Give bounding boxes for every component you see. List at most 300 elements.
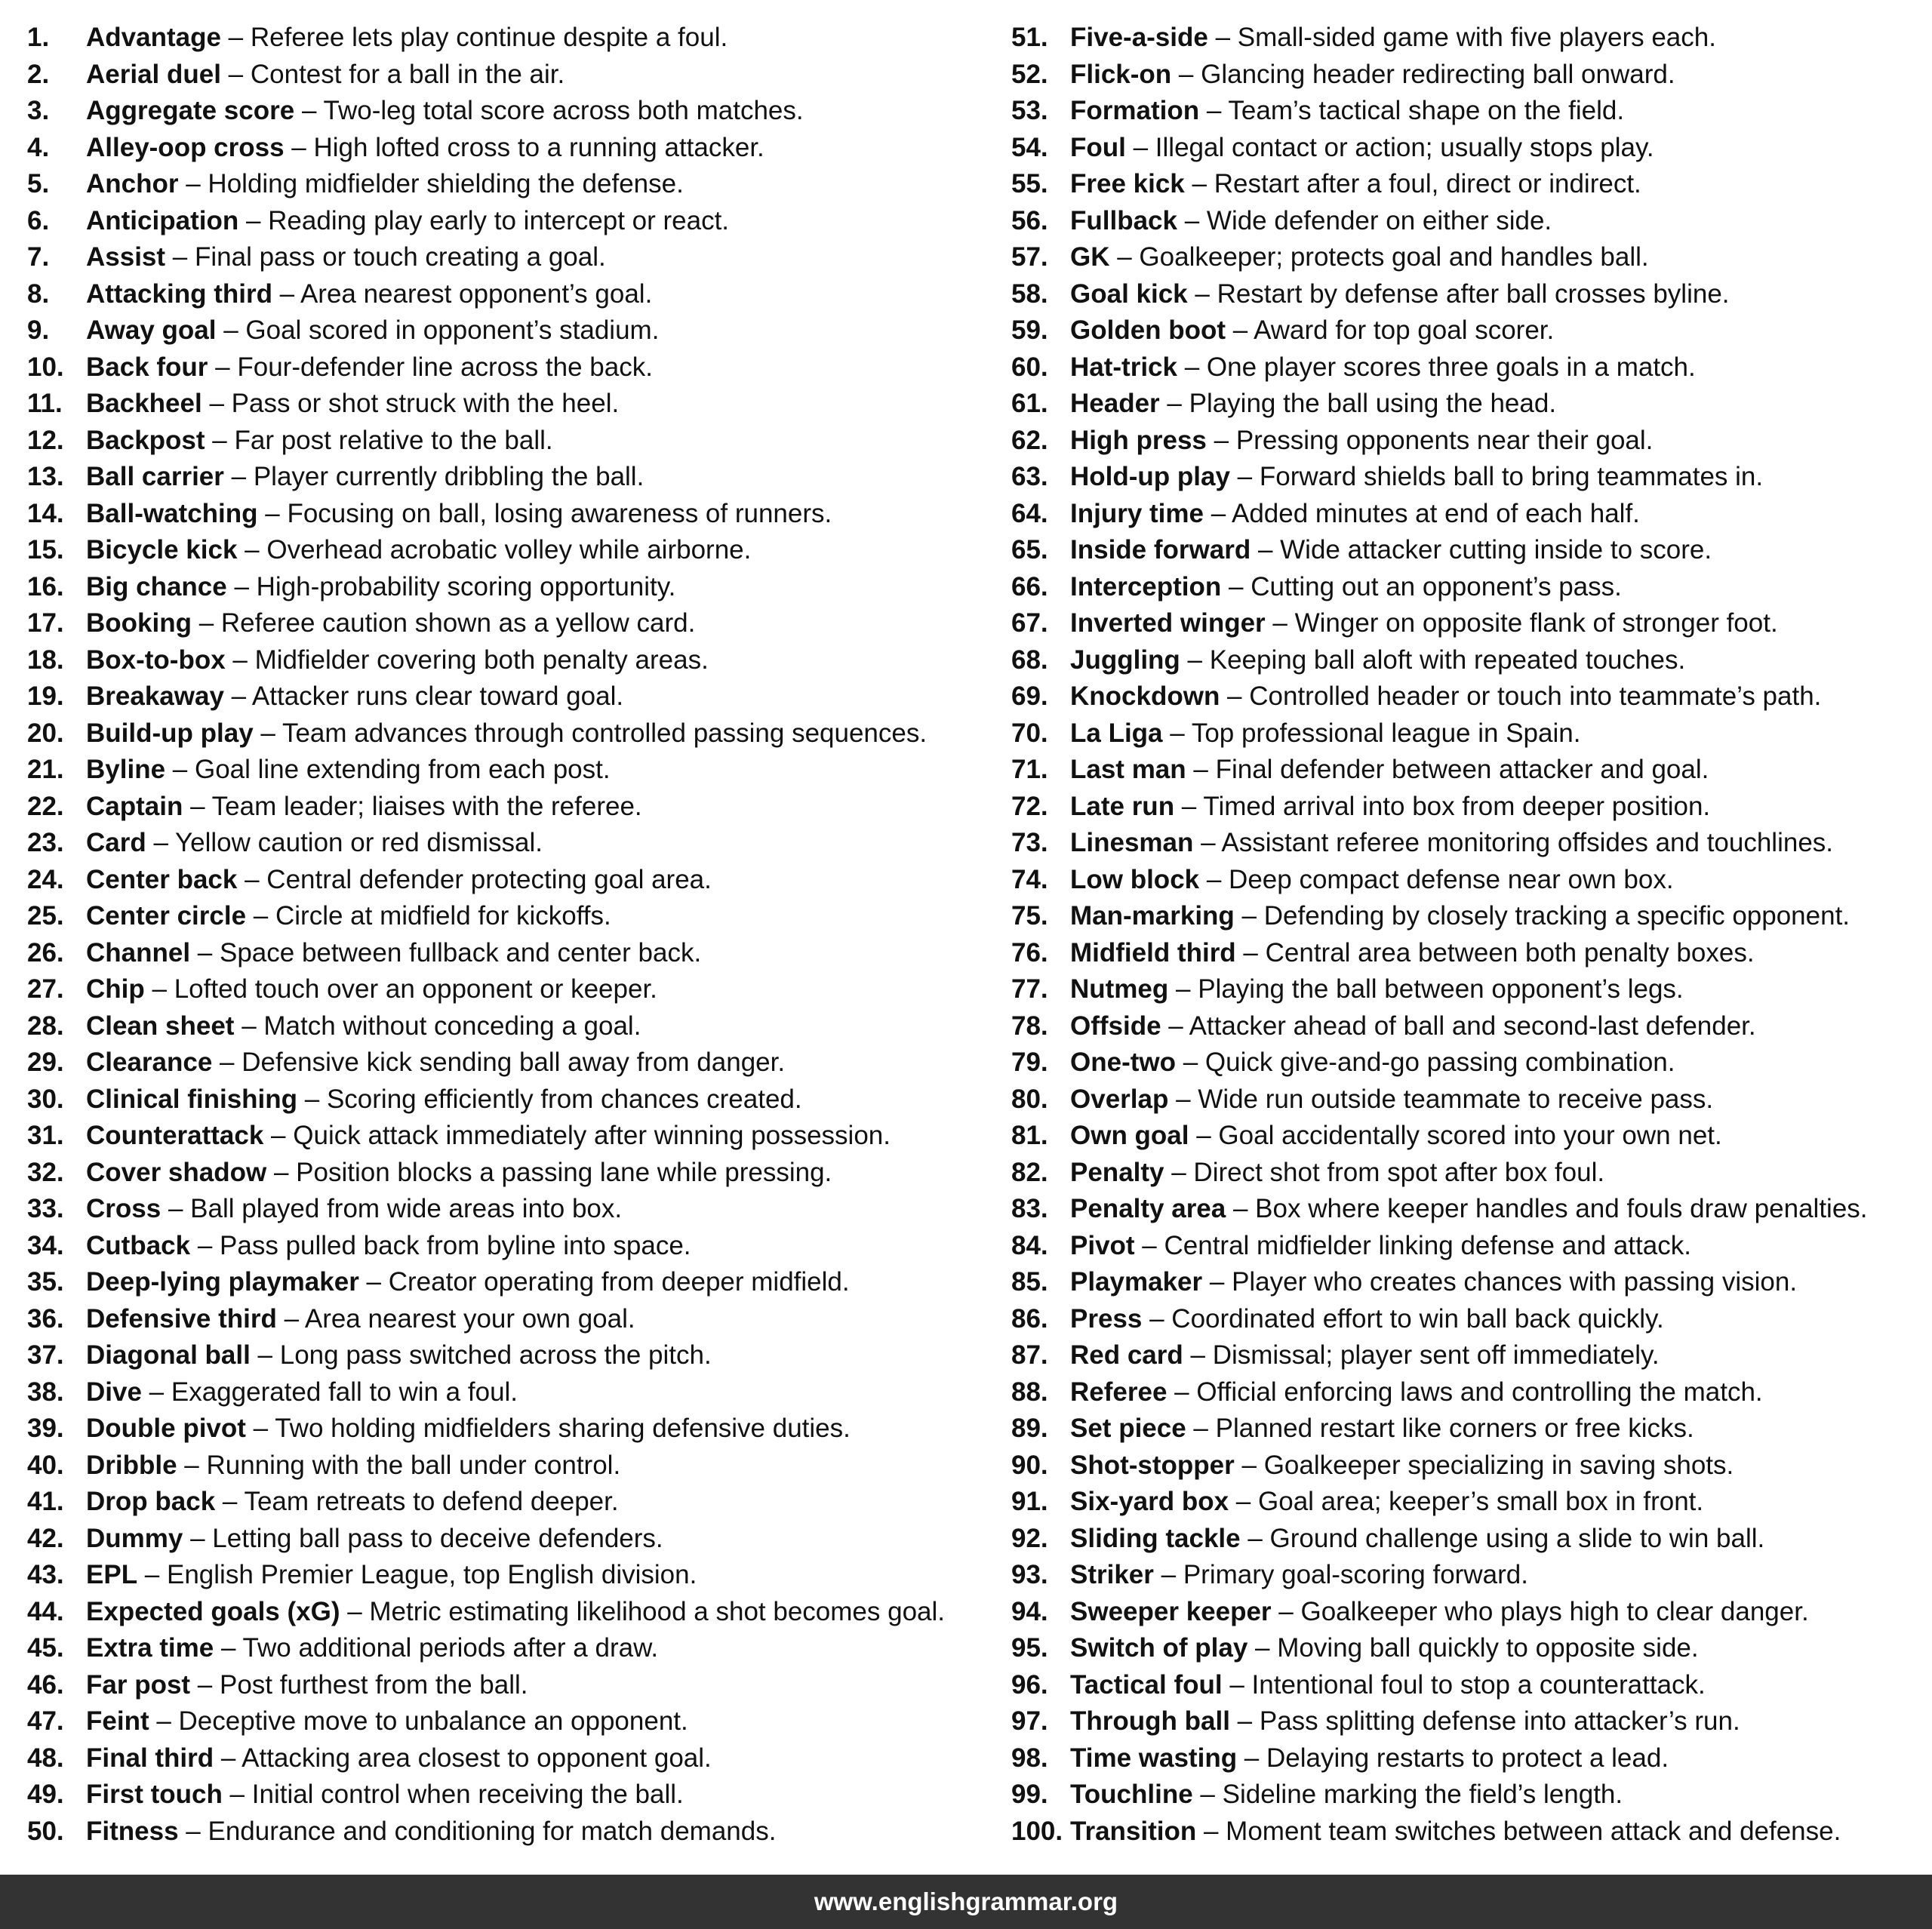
term-entry <box>1070 678 1821 715</box>
term-separator: – <box>1167 1377 1197 1407</box>
term-word: Tactical foul <box>1070 1669 1223 1700</box>
term-entry <box>86 239 606 276</box>
term-word: Byline <box>86 755 166 784</box>
term-separator: – <box>225 645 255 675</box>
list-item <box>27 752 986 789</box>
term-entry <box>1070 496 1640 533</box>
term-definition: Attacker ahead of ball and second-last defender. <box>1189 1011 1756 1041</box>
term-word: GK <box>1070 242 1110 272</box>
term-word: Transition <box>1070 1816 1197 1846</box>
term-entry <box>86 789 642 826</box>
term-number: 43. <box>27 1560 64 1589</box>
term-definition: Position blocks a passing lane while pressing. <box>296 1157 832 1187</box>
list-item <box>27 1740 986 1777</box>
term-word: Double pivot <box>86 1414 246 1443</box>
list-item <box>27 93 986 130</box>
term-word: Diagonal ball <box>86 1340 251 1370</box>
list-item <box>1011 1191 1917 1228</box>
glossary-columns <box>0 20 1932 1861</box>
term-definition: Ball played from wide areas into box. <box>190 1194 623 1223</box>
term-number: 78. <box>1011 1011 1048 1041</box>
term-definition: Award for top goal scorer. <box>1254 315 1555 345</box>
list-item <box>1011 862 1917 899</box>
term-number: 91. <box>1011 1487 1048 1516</box>
term-word: Clinical finishing <box>86 1084 298 1114</box>
term-entry <box>86 130 764 167</box>
list-item <box>27 459 986 496</box>
list-item <box>1011 971 1917 1008</box>
term-word: Late run <box>1070 791 1175 821</box>
term-entry <box>1070 20 1716 57</box>
term-separator: – <box>1177 352 1207 382</box>
term-entry <box>1070 1008 1756 1045</box>
list-item <box>27 20 986 57</box>
list-item <box>1011 1374 1917 1411</box>
list-item <box>1011 1228 1917 1265</box>
term-entry <box>1070 825 1833 862</box>
term-number: 98. <box>1011 1743 1048 1773</box>
list-item <box>1011 1703 1917 1740</box>
term-separator: – <box>1196 1816 1226 1846</box>
term-definition: Box where keeper handles and fouls draw penalties. <box>1255 1194 1868 1223</box>
term-definition: Defensive kick sending ball away from danger. <box>242 1048 786 1077</box>
term-number: 42. <box>27 1523 64 1553</box>
term-number: 68. <box>1011 645 1048 675</box>
list-item <box>27 203 986 240</box>
term-entry <box>86 57 565 94</box>
term-word: Foul <box>1070 132 1126 162</box>
term-separator: – <box>214 1633 243 1663</box>
term-separator: – <box>257 498 288 528</box>
term-definition: Wide run outside teammate to receive pass. <box>1198 1084 1714 1114</box>
term-separator: – <box>284 132 314 162</box>
list-item <box>27 312 986 349</box>
list-item <box>1011 203 1917 240</box>
term-separator: – <box>1187 278 1217 309</box>
term-definition: Planned restart like corners or free kicks. <box>1215 1414 1694 1443</box>
term-entry <box>1070 423 1653 460</box>
term-separator: – <box>1206 425 1236 455</box>
term-word: Last man <box>1070 755 1186 784</box>
term-entry <box>1070 715 1580 752</box>
list-item <box>27 1630 986 1667</box>
term-definition: Moving ball quickly to opposite side. <box>1277 1633 1699 1663</box>
term-word: Extra time <box>86 1633 214 1663</box>
term-separator: – <box>294 96 324 125</box>
term-entry <box>86 1594 945 1631</box>
term-entry <box>1070 1630 1699 1667</box>
list-item <box>1011 1337 1917 1374</box>
list-item <box>1011 642 1917 679</box>
term-entry <box>86 678 623 715</box>
term-entry <box>1070 532 1712 569</box>
term-separator: – <box>1199 96 1229 125</box>
term-definition: Four-defender line across the back. <box>237 352 653 382</box>
term-separator: – <box>1162 718 1192 748</box>
list-item <box>1011 752 1917 789</box>
term-definition: Final defender between attacker and goal. <box>1215 755 1709 784</box>
term-separator: – <box>263 1121 294 1150</box>
term-separator: – <box>149 1706 179 1736</box>
term-word: Juggling <box>1070 645 1180 675</box>
term-word: Big chance <box>86 571 227 601</box>
term-entry <box>86 1155 832 1192</box>
term-separator: – <box>190 937 220 968</box>
term-separator: – <box>1220 681 1250 711</box>
term-entry <box>86 386 619 423</box>
list-item <box>1011 1667 1917 1704</box>
term-number: 88. <box>1011 1377 1048 1407</box>
term-entry <box>86 898 611 935</box>
term-entry <box>1070 605 1778 642</box>
term-separator: – <box>1251 535 1281 565</box>
term-entry <box>1070 642 1685 679</box>
term-separator: – <box>1271 1596 1301 1626</box>
term-entry <box>1070 1740 1669 1777</box>
term-entry <box>1070 1118 1722 1155</box>
term-definition: Long pass switched across the pitch. <box>279 1340 712 1370</box>
term-entry <box>1070 1814 1841 1851</box>
list-item <box>1011 312 1917 349</box>
term-definition: Controlled header or touch into teammate’s path. <box>1249 681 1822 711</box>
term-separator: – <box>220 23 251 52</box>
term-entry <box>1070 1081 1713 1118</box>
term-definition: Final pass or touch creating a goal. <box>194 242 606 272</box>
term-definition: Playing the ball using the head. <box>1189 389 1557 418</box>
term-word: Hat-trick <box>1070 352 1177 382</box>
term-definition: Goal line extending from each post. <box>194 755 611 784</box>
term-word: High press <box>1070 425 1207 455</box>
list-item <box>27 130 986 167</box>
term-definition: Restart after a foul, direct or indirect. <box>1214 169 1641 198</box>
term-entry <box>86 1740 712 1777</box>
term-entry <box>1070 1228 1691 1265</box>
term-number: 20. <box>27 718 64 748</box>
list-item <box>1011 789 1917 826</box>
list-item <box>1011 20 1917 57</box>
term-definition: Metric estimating likelihood a shot becomes goal. <box>369 1596 946 1626</box>
term-word: Expected goals (xG) <box>86 1596 340 1626</box>
term-separator: – <box>1183 1340 1213 1370</box>
term-word: EPL <box>86 1560 138 1589</box>
term-separator: – <box>202 389 232 418</box>
term-number: 21. <box>27 755 64 784</box>
list-item <box>27 1594 986 1631</box>
list-item <box>27 898 986 935</box>
term-number: 35. <box>27 1267 64 1297</box>
term-number: 1. <box>27 23 50 52</box>
term-entry <box>1070 166 1641 203</box>
term-word: Advantage <box>86 23 221 52</box>
term-number: 33. <box>27 1194 64 1223</box>
term-definition: Two-leg total score across both matches. <box>323 96 804 125</box>
term-entry <box>86 1777 684 1814</box>
list-item <box>27 1411 986 1448</box>
term-word: Defensive third <box>86 1303 277 1334</box>
term-definition: Central area between both penalty boxes. <box>1265 937 1755 968</box>
term-entry <box>86 312 659 349</box>
term-separator: – <box>1192 1780 1223 1809</box>
list-item <box>27 569 986 606</box>
list-item <box>27 1448 986 1484</box>
term-separator: – <box>190 1669 220 1700</box>
list-item <box>27 825 986 862</box>
term-definition: Goal accidentally scored into your own net. <box>1218 1121 1722 1150</box>
term-definition: Direct shot from spot after box foul. <box>1193 1157 1605 1187</box>
term-definition: Attacking area closest to opponent goal. <box>242 1743 712 1773</box>
term-number: 39. <box>27 1414 64 1443</box>
term-word: Bicycle kick <box>86 535 238 565</box>
list-item <box>27 1374 986 1411</box>
term-separator: – <box>212 1048 242 1077</box>
term-separator: – <box>1142 1303 1172 1334</box>
term-word: Six-yard box <box>1070 1487 1229 1516</box>
term-separator: – <box>1237 1743 1266 1773</box>
term-separator: – <box>1175 1048 1205 1077</box>
term-entry <box>1070 459 1763 496</box>
term-separator: – <box>237 535 267 565</box>
list-item <box>27 1484 986 1521</box>
term-definition: Two holding midfielders sharing defensive duties. <box>275 1414 851 1443</box>
term-word: Chip <box>86 974 145 1004</box>
term-definition: Official enforcing laws and controlling the match. <box>1196 1377 1763 1407</box>
term-separator: – <box>1125 132 1155 162</box>
term-entry <box>1070 752 1709 789</box>
term-word: Formation <box>1070 96 1200 125</box>
term-entry <box>86 605 695 642</box>
term-word: Penalty <box>1070 1157 1164 1187</box>
list-item <box>27 1521 986 1558</box>
term-separator: – <box>272 278 300 309</box>
term-separator: – <box>1240 1523 1270 1553</box>
term-separator: – <box>1221 571 1251 601</box>
list-item <box>27 166 986 203</box>
term-number: 47. <box>27 1706 64 1736</box>
term-number: 44. <box>27 1596 64 1626</box>
term-separator: – <box>161 1194 191 1223</box>
term-number: 40. <box>27 1450 64 1480</box>
term-entry <box>86 1228 691 1265</box>
term-separator: – <box>190 1230 220 1260</box>
term-number: 60. <box>1011 352 1048 382</box>
list-item <box>1011 1484 1917 1521</box>
term-definition: Area nearest your own goal. <box>304 1303 635 1334</box>
term-entry <box>86 1264 850 1301</box>
term-entry <box>1070 1374 1763 1411</box>
term-number: 8. <box>27 278 50 309</box>
term-definition: Far post relative to the ball. <box>234 425 553 455</box>
term-entry <box>1070 1301 1664 1338</box>
term-number: 65. <box>1011 535 1048 565</box>
term-separator: – <box>253 718 282 748</box>
term-entry <box>1070 386 1556 423</box>
list-item <box>1011 715 1917 752</box>
term-definition: Keeping ball aloft with repeated touches. <box>1209 645 1686 675</box>
term-separator: – <box>216 315 246 345</box>
term-number: 97. <box>1011 1706 1048 1736</box>
term-word: Press <box>1070 1303 1143 1334</box>
term-definition: Pressing opponents near their goal. <box>1235 425 1654 455</box>
list-item <box>1011 276 1917 313</box>
term-number: 9. <box>27 315 50 345</box>
list-item <box>1011 386 1917 423</box>
term-number: 14. <box>27 498 64 528</box>
term-definition: Top professional league in Spain. <box>1191 718 1581 748</box>
list-item <box>27 1118 986 1155</box>
glossary-column-right <box>1011 20 1917 1850</box>
term-definition: Attacker runs clear toward goal. <box>251 681 624 711</box>
term-word: Hold-up play <box>1070 462 1230 491</box>
list-item <box>1011 532 1917 569</box>
term-separator: – <box>1229 1487 1258 1516</box>
term-separator: – <box>1180 645 1210 675</box>
term-entry <box>86 1044 785 1081</box>
term-definition: Goalkeeper who plays high to clear danger. <box>1300 1596 1809 1626</box>
term-number: 93. <box>1011 1560 1048 1589</box>
list-item <box>27 1667 986 1704</box>
list-item <box>1011 825 1917 862</box>
term-word: Own goal <box>1070 1121 1189 1150</box>
term-word: Time wasting <box>1070 1743 1238 1773</box>
term-entry <box>86 1557 697 1594</box>
footer-website: www.englishgrammar.org <box>814 1887 1118 1915</box>
term-number: 61. <box>1011 389 1048 418</box>
term-separator: – <box>1109 242 1140 272</box>
list-item <box>27 1008 986 1045</box>
term-entry <box>1070 276 1730 313</box>
term-number: 11. <box>27 389 63 418</box>
term-separator: – <box>1265 608 1295 638</box>
term-separator: – <box>246 901 275 931</box>
term-entry <box>1070 1594 1809 1631</box>
term-definition: Lofted touch over an opponent or keeper. <box>174 974 657 1004</box>
term-definition: Intentional foul to stop a counterattack. <box>1251 1669 1706 1700</box>
term-separator: – <box>215 1487 245 1516</box>
term-entry <box>1070 57 1675 94</box>
term-entry <box>86 1703 688 1740</box>
term-entry <box>1070 1667 1706 1704</box>
term-word: First touch <box>86 1780 223 1809</box>
term-number: 75. <box>1011 901 1048 931</box>
term-entry <box>86 423 553 460</box>
list-item <box>1011 1081 1917 1118</box>
list-item <box>1011 1521 1917 1558</box>
list-item <box>1011 1740 1917 1777</box>
list-item <box>27 1777 986 1814</box>
term-definition: Running with the ball under control. <box>206 1450 621 1480</box>
term-separator: – <box>1234 901 1264 931</box>
term-word: Anticipation <box>86 205 239 235</box>
term-entry <box>86 1411 851 1448</box>
term-number: 45. <box>27 1633 64 1663</box>
term-separator: – <box>237 864 267 894</box>
list-item <box>1011 1630 1917 1667</box>
term-separator: – <box>165 242 195 272</box>
term-entry <box>1070 1264 1797 1301</box>
term-separator: – <box>146 828 176 857</box>
term-entry <box>1070 898 1850 935</box>
term-number: 80. <box>1011 1084 1048 1114</box>
term-number: 49. <box>27 1780 64 1809</box>
term-entry <box>86 1337 712 1374</box>
term-separator: – <box>1229 462 1260 491</box>
term-number: 5. <box>27 169 50 198</box>
list-item <box>1011 1777 1917 1814</box>
term-entry <box>86 93 804 130</box>
term-definition: Goal area; keeper’s small box in front. <box>1258 1487 1704 1516</box>
term-definition: Pass or shot struck with the heel. <box>231 389 620 418</box>
term-entry <box>1070 1044 1675 1081</box>
term-definition: Quick attack immediately after winning possession. <box>293 1121 891 1150</box>
term-separator: – <box>234 1011 264 1041</box>
list-item <box>27 239 986 276</box>
term-entry <box>86 825 543 862</box>
term-separator: – <box>1226 315 1254 345</box>
term-separator: – <box>1184 169 1214 198</box>
term-word: Center circle <box>86 901 247 931</box>
term-number: 48. <box>27 1743 64 1773</box>
term-definition: Timed arrival into box from deeper position. <box>1203 791 1711 821</box>
term-separator: – <box>1203 498 1232 528</box>
term-entry <box>86 1448 620 1484</box>
term-definition: Defending by closely tracking a specific opponent. <box>1263 901 1850 931</box>
list-item <box>27 1191 986 1228</box>
term-separator: – <box>165 755 195 784</box>
list-item <box>27 349 986 386</box>
term-entry <box>86 349 653 386</box>
term-entry <box>86 1521 663 1558</box>
term-word: Injury time <box>1070 498 1204 528</box>
term-number: 30. <box>27 1084 64 1114</box>
term-word: Five-a-side <box>1070 23 1208 52</box>
list-item <box>27 935 986 972</box>
term-word: Aggregate score <box>86 96 295 125</box>
term-definition: Illegal contact or action; usually stops play. <box>1155 132 1654 162</box>
list-item <box>1011 423 1917 460</box>
term-word: Touchline <box>1070 1780 1193 1809</box>
term-word: Pivot <box>1070 1230 1135 1260</box>
term-separator: – <box>276 1303 305 1334</box>
term-number: 81. <box>1011 1121 1048 1150</box>
term-definition: Cutting out an opponent’s pass. <box>1251 571 1622 601</box>
term-separator: – <box>266 1157 297 1187</box>
term-entry <box>86 496 832 533</box>
term-definition: Goal scored in opponent’s stadium. <box>245 315 660 345</box>
list-item <box>1011 1118 1917 1155</box>
term-definition: Two additional periods after a draw. <box>242 1633 659 1663</box>
list-item <box>1011 1411 1917 1448</box>
term-word: La Liga <box>1070 718 1163 748</box>
list-item <box>1011 1044 1917 1081</box>
list-item <box>27 1557 986 1594</box>
list-item <box>27 1814 986 1851</box>
list-item <box>27 789 986 826</box>
term-separator: – <box>1186 755 1216 784</box>
term-entry <box>1070 1521 1764 1558</box>
term-definition: Moment team switches between attack and defense. <box>1226 1816 1841 1846</box>
term-number: 12. <box>27 425 64 455</box>
term-definition: Creator operating from deeper midfield. <box>388 1267 850 1297</box>
term-definition: Restart by defense after ball crosses byline. <box>1217 278 1730 309</box>
term-number: 23. <box>27 828 64 857</box>
term-word: Assist <box>86 242 166 272</box>
term-definition: Focusing on ball, losing awareness of runners. <box>287 498 832 528</box>
list-item <box>27 1703 986 1740</box>
list-item <box>1011 678 1917 715</box>
list-item <box>27 678 986 715</box>
term-definition: Exaggerated fall to win a foul. <box>171 1377 518 1407</box>
term-word: Deep-lying playmaker <box>86 1267 359 1297</box>
